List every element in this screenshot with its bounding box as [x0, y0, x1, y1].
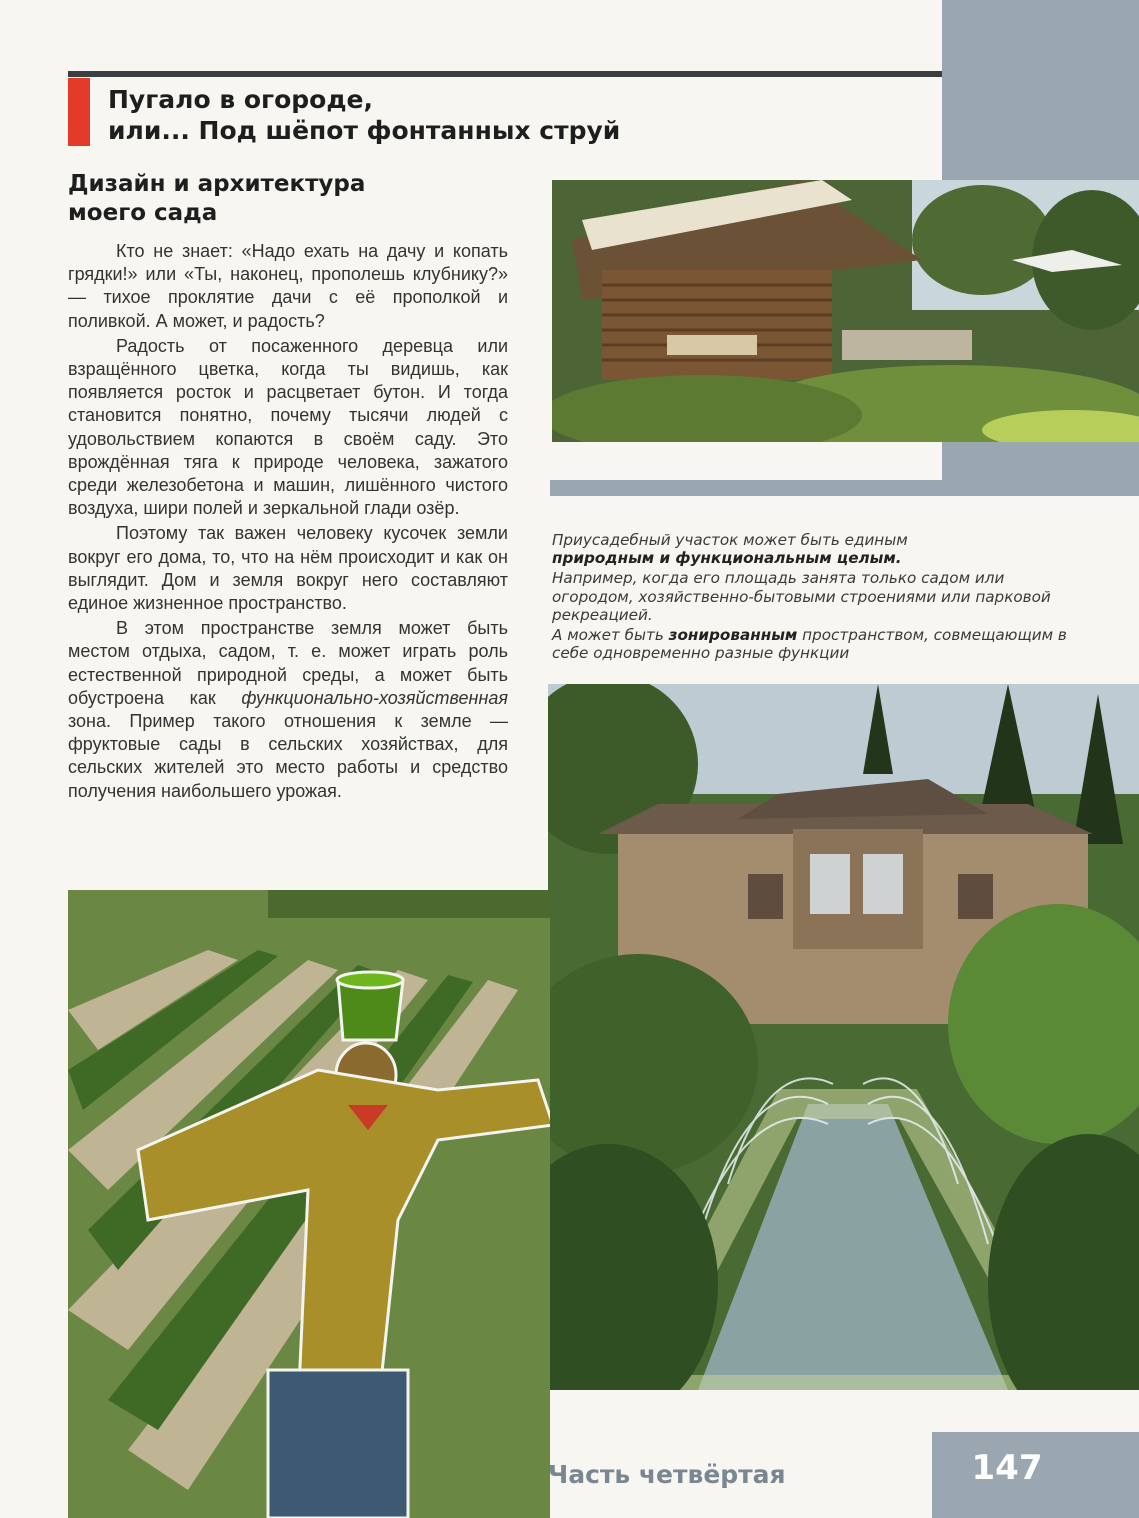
paragraph-4-part-a: В этом пространстве земля может быть местом отдыха, садом, т. е. может играть роль естественной природной среды, а может быть обустроена как [68, 618, 508, 708]
caption-bold-2: зонированным [668, 626, 798, 645]
caption-part-b: пространством, совмещающим в себе одновременно разные функции [552, 626, 1067, 663]
paragraph-4-emphasis: функционально-хозяйственная [241, 687, 508, 708]
photo-caption [552, 531, 1072, 664]
section-title-line-1: Дизайн и архитектура [68, 171, 366, 197]
page-number: 147 [971, 1448, 1043, 1488]
log-house-photo [552, 180, 1139, 442]
fountain-garden-illustration [548, 684, 1139, 1390]
caption-para-1 [552, 531, 1072, 567]
section-title-line-2: моего сада [68, 200, 218, 226]
section-part-label: Часть четвёртая [548, 1460, 786, 1489]
paragraph-3: Поэтому так важен человеку кусочек земли вокруг его дома, то, что на нём происходит и как он выглядит. Дом и земля вокруг него составляют единое жизненное пространство. [68, 523, 508, 614]
paragraph-4 [68, 617, 508, 803]
page-title-line-2: или... Под шёпот фонтанных струй [108, 116, 621, 145]
caption-bold-1: природным и функциональным целым. [552, 549, 902, 568]
log-house-illustration [552, 180, 1139, 442]
caption-line-1: Приусадебный участок может быть единым [552, 531, 908, 549]
scarecrow-garden-photo [68, 890, 550, 1518]
paragraph-1: Кто не знает: «Надо ехать на дачу и копать грядки!» или «Ты, наконец, прополешь клубнику?» — тихое проклятие дачи с её прополкой и поливкой. А может, и радость? [68, 241, 508, 331]
header-rule [68, 71, 942, 77]
caption-part-a: А может быть [552, 626, 669, 645]
scarecrow-illustration [68, 890, 550, 1518]
paragraph-2: Радость от посаженного деревца или взращённого цветка, когда ты видишь, как появляется росток и расцветает бутон. И тогда становится понятно, почему тысячи людей с удовольствием копаются в своём саду. Это врождённая тяга к природе человека, зажатого среди железобетона и машин, лишённого чистого воздуха, шири полей и зеркальной глади озёр. [68, 335, 508, 519]
paragraph-4-part-b: зона. Пример такого отношения к земле — фруктовые сады в сельских хозяйствах, для сельских жителей это место работы и средство получения наибольшего урожая. [68, 711, 508, 801]
caption-para-2: Например, когда его площадь занята только садом или огородом, хозяйственно-бытовыми строениями или парковой рекреацией. [552, 569, 1051, 624]
fountain-garden-photo [548, 684, 1139, 1390]
header-accent-bar [68, 78, 90, 146]
page-title-line-1: Пугало в огороде, [108, 85, 373, 114]
caption-band-decor [550, 480, 1139, 496]
corner-block-decor [942, 0, 1139, 76]
page-title [108, 84, 928, 146]
article-body [68, 240, 508, 805]
caption-para-3 [552, 626, 1072, 662]
section-title [68, 170, 528, 228]
